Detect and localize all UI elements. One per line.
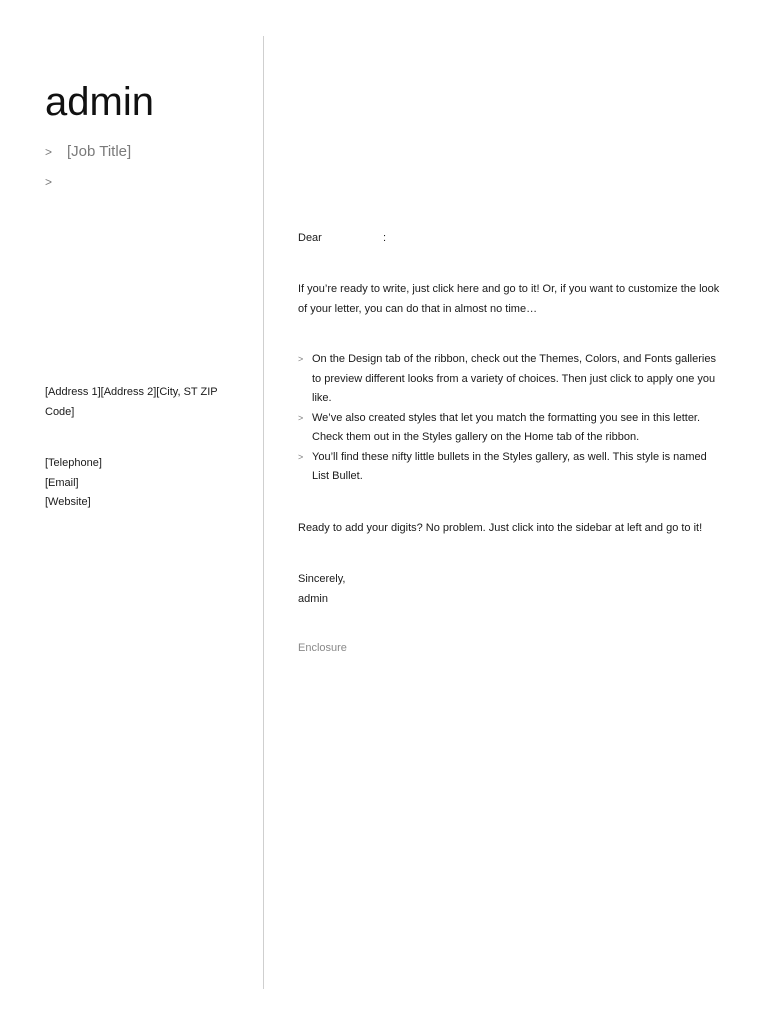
chevron-right-icon: > [298,451,304,462]
contact-info [45,454,240,513]
website-placeholder[interactable]: [Website] [45,496,91,508]
signer-name[interactable]: admin [298,592,328,605]
list-item-text: We’ve also created styles that let you match the formatting you see in this letter. Check them out in the Styles gallery on the Home tab of the ribbon. [312,411,701,443]
telephone-placeholder[interactable]: [Telephone] [45,457,102,469]
list-item[interactable] [298,350,718,409]
salutation[interactable]: Dear : [298,232,387,244]
closing-paragraph[interactable]: Ready to add your digits? No problem. Just click into the sidebar at left and go to it! [298,522,703,534]
list-item[interactable] [298,448,718,487]
intro-paragraph[interactable]: If you’re ready to write, just click here and go to it! Or, if you want to customize the look of your letter, you can do that in almost no time… [298,283,720,315]
vertical-divider [263,36,264,989]
empty-sidebar-line[interactable] [45,173,67,191]
chevron-right-icon: > [45,145,53,159]
enclosure-label[interactable]: Enclosure [298,642,347,654]
signature-block [298,570,730,609]
list-item-text: You’ll find these nifty little bullets in the Styles gallery, as well. This style is named List Bullet. [312,450,707,482]
chevron-right-icon: > [45,175,53,189]
job-title-line[interactable] [45,143,131,161]
sign-off[interactable]: Sincerely, [298,573,346,585]
list-item-text: On the Design tab of the ribbon, check out the Themes, Colors, and Fonts galleries to preview different looks from a variety of choices. Then just click to apply one you like. [312,353,716,404]
job-title-placeholder[interactable]: [Job Title] [67,143,132,160]
chevron-right-icon: > [298,354,304,364]
address-placeholder[interactable]: [Address 1][Address 2][City, ST ZIP Code] [45,386,218,418]
list-item[interactable] [298,409,718,448]
author-name[interactable]: admin [45,80,154,124]
chevron-right-icon: > [298,412,304,423]
email-placeholder[interactable]: [Email] [45,476,79,489]
bullet-list [298,350,718,487]
